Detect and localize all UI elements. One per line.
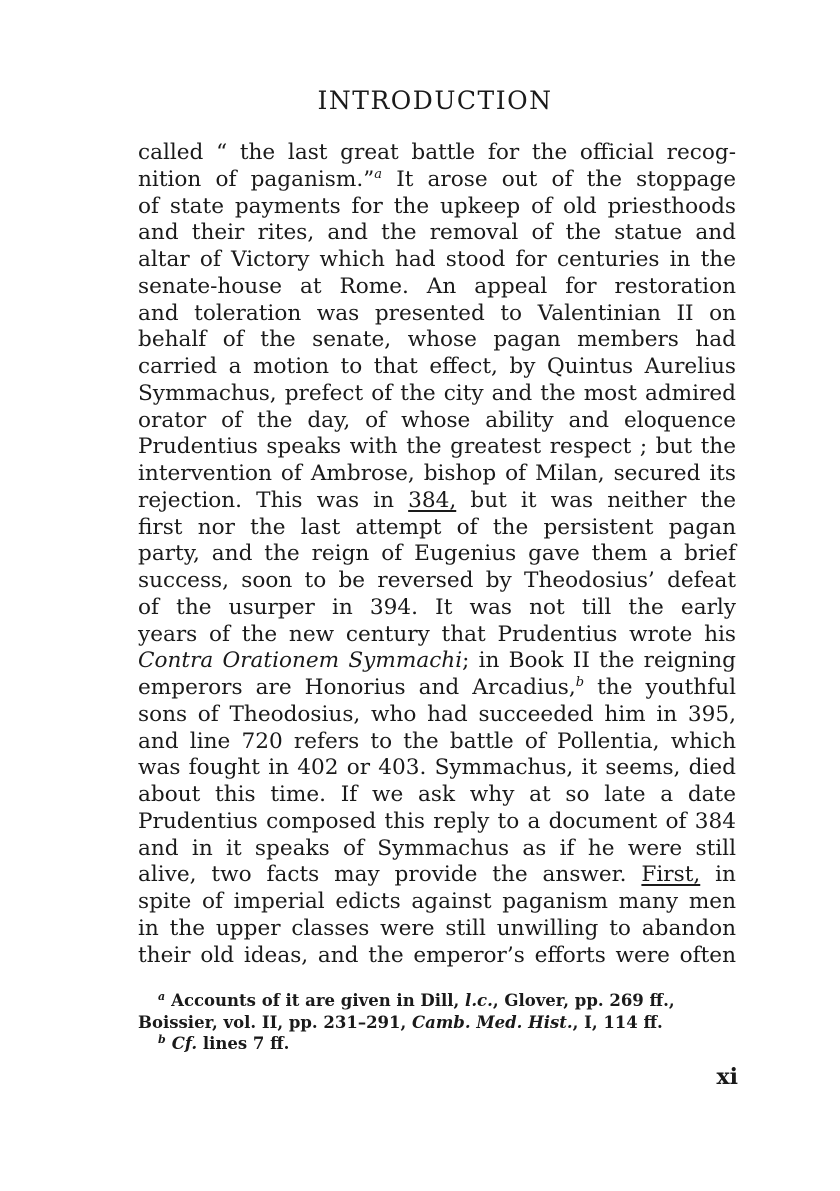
text-line: behalf of the senate, whose pagan members had	[138, 327, 736, 353]
text-line: altar of Victory which had stood for centuries in the	[138, 247, 736, 272]
underlined-text: First,	[641, 862, 701, 888]
page-header: INTRODUCTION	[317, 86, 553, 115]
text-line	[138, 648, 736, 675]
text-span: ; in Book II the reigning	[462, 648, 737, 674]
footnote-marker: b	[158, 1032, 166, 1046]
footnote-b	[138, 1033, 736, 1055]
text-line: senate-house at Rome. An appeal for restoration	[138, 273, 736, 299]
text-line: intervention of Ambrose, bishop of Milan, secured its	[138, 461, 736, 486]
text-span: Boissier, vol. II, pp. 231–291,	[138, 1012, 413, 1032]
text-line: of the usurper in 394. It was not till the early	[138, 594, 736, 620]
footnotes	[138, 990, 736, 1055]
text-line: sons of Theodosius, who had succeeded him in 395,	[138, 701, 736, 727]
text-line	[138, 862, 736, 889]
text-line: called “ the last great battle for the official recog-	[138, 140, 736, 165]
italic-text: Cf.	[171, 1034, 198, 1053]
text-span: Accounts of it are given in Dill,	[171, 991, 466, 1010]
text-line: Prudentius speaks with the greatest respect ; but the	[138, 434, 736, 460]
text-span: emperors are Honorius and Arcadius,	[138, 675, 576, 700]
footnote-ref-a: a	[374, 166, 383, 182]
text-line: first nor the last attempt of the persistent pagan	[138, 514, 736, 540]
text-span: but it was neither the	[470, 487, 736, 513]
text-line: orator of the day, of whose ability and eloquence	[138, 407, 736, 433]
page-number: xi	[716, 1064, 738, 1090]
footnote-a-continued	[138, 1012, 736, 1034]
text-line: and toleration was presented to Valentinian II on	[138, 300, 736, 326]
text-span: lines 7 ff.	[197, 1034, 290, 1053]
text-span: nition of paganism.”	[138, 166, 375, 192]
text-line: party, and the reign of Eugenius gave them a brief	[138, 541, 736, 567]
underlined-text: 384,	[408, 487, 457, 513]
text-line: was fought in 402 or 403. Symmachus, it seems, died	[138, 755, 736, 781]
footnote-a	[138, 990, 736, 1012]
text-span: It arose out of the stoppage	[396, 166, 736, 192]
text-span: alive, two facts may provide the answer.	[138, 862, 627, 888]
text-line	[138, 488, 736, 515]
italic-text: Camb. Med. Hist.	[412, 1012, 573, 1032]
text-line: spite of imperial edicts against paganism many men	[138, 889, 736, 914]
text-span: the youthful	[597, 675, 737, 700]
text-line: of state payments for the upkeep of old priesthoods	[138, 193, 736, 219]
text-span: , I, 114 ff.	[572, 1012, 663, 1032]
text-line: years of the new century that Prudentius wrote his	[138, 621, 736, 647]
text-line: Symmachus, prefect of the city and the most admired	[138, 380, 736, 406]
text-line: and line 720 refers to the battle of Pollentia, which	[138, 728, 736, 754]
text-line: success, soon to be reversed by Theodosius’ defeat	[138, 568, 736, 593]
italic-title: Contra Orationem Symmachi	[138, 648, 463, 674]
body-text	[138, 140, 736, 969]
footnote-marker: a	[158, 989, 166, 1003]
text-span: in	[715, 862, 736, 888]
text-span: rejection. This was in	[138, 487, 394, 513]
text-line: about this time. If we ask why at so late a date	[138, 782, 736, 807]
italic-text: l.c.	[465, 991, 493, 1010]
text-span: , Glover, pp. 269 ff.,	[492, 991, 675, 1010]
text-line	[138, 167, 736, 194]
text-line: and their rites, and the removal of the statue and	[138, 220, 736, 246]
text-line: their old ideas, and the emperor’s efforts were often	[138, 942, 736, 968]
text-line	[138, 675, 736, 702]
text-line: in the upper classes were still unwilling to abandon	[138, 915, 736, 941]
text-line: and in it speaks of Symmachus as if he were still	[138, 835, 736, 861]
footnote-ref-b: b	[575, 674, 585, 690]
text-line: carried a motion to that effect, by Quintus Aurelius	[138, 354, 736, 379]
text-line: Prudentius composed this reply to a document of 384	[138, 808, 736, 834]
